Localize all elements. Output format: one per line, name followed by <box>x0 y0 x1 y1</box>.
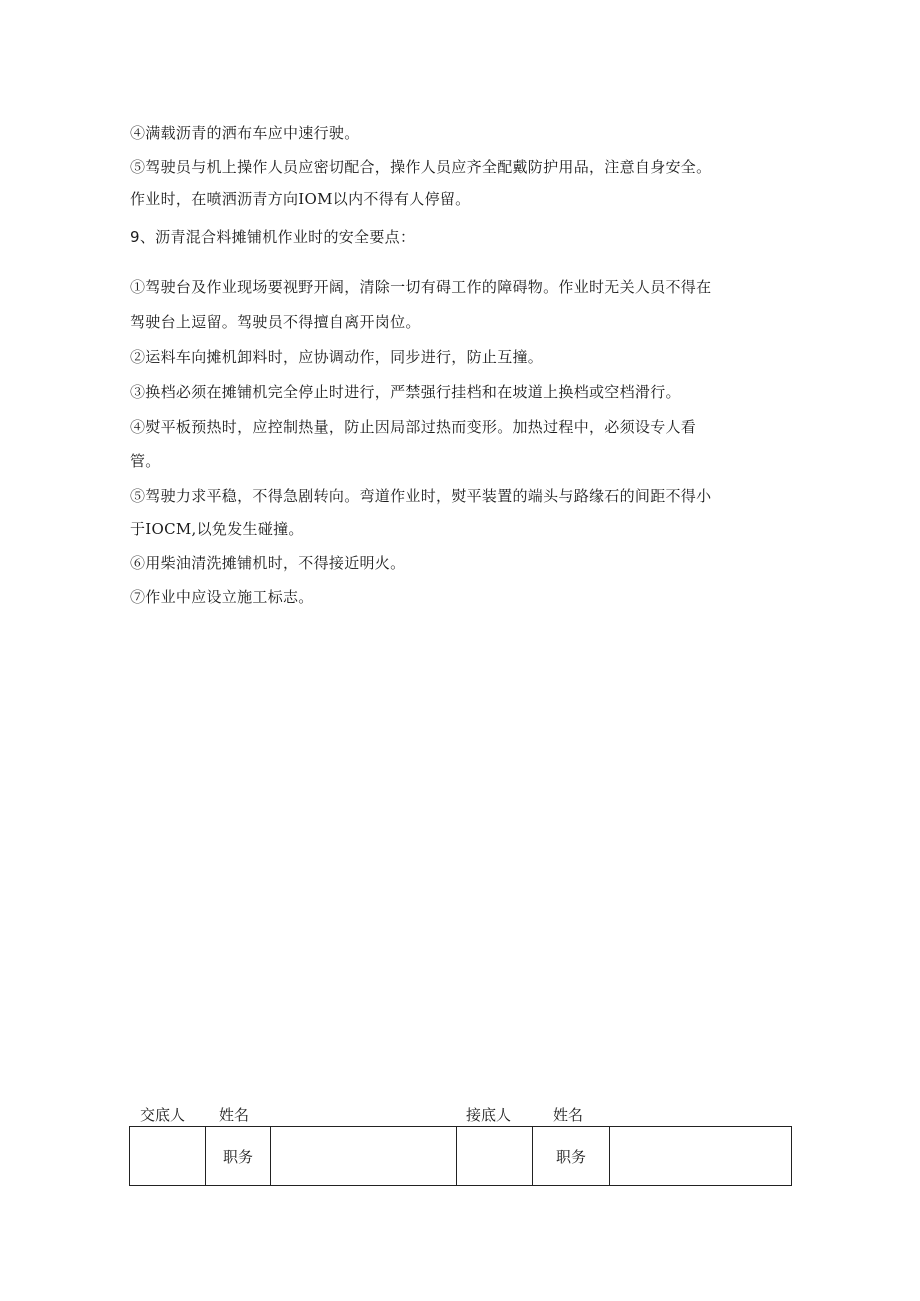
signoff-table <box>129 1126 792 1186</box>
paragraph-line-13: ⑥用柴油清洗摊铺机时，不得接近明火。 <box>130 554 406 572</box>
paragraph-line-7: ②运料车向摊机卸料时，应协调动作，同步进行，防止互撞。 <box>130 348 544 366</box>
paragraph-line-10: 管。 <box>130 452 161 470</box>
handover-position-label: 职务 <box>206 1127 271 1186</box>
paragraph-line-5: ①驾驶台及作业现场要视野开阔，清除一切有碍工作的障碍物。作业时无关人员不得在 <box>130 278 712 296</box>
handover-signature-cell[interactable] <box>130 1127 206 1186</box>
paragraph-line-3: 作业时，在喷洒沥青方向IOM以内不得有人停留。 <box>130 190 471 208</box>
paragraph-line-9: ④熨平板预热时，应控制热量，防止因局部过热而变形。加热过程中，必须设专人看 <box>130 418 697 436</box>
paragraph-line-6: 驾驶台上逗留。驾驶员不得擅自离开岗位。 <box>130 313 421 331</box>
receiver-position-cell[interactable] <box>610 1127 792 1186</box>
paragraph-line-11: ⑤驾驶力求平稳，不得急剧转向。弯道作业时，熨平装置的端头与路缘石的间距不得小 <box>130 487 712 505</box>
section-heading-9: 9、沥青混合料摊铺机作业时的安全要点： <box>130 228 416 246</box>
handover-position-cell[interactable] <box>271 1127 457 1186</box>
receiver-name-label: 姓名 <box>553 1106 584 1124</box>
signoff-row <box>130 1127 792 1186</box>
paragraph-line-2: ⑤驾驶员与机上操作人员应密切配合，操作人员应齐全配戴防护用品，注意自身安全。 <box>130 158 712 176</box>
receiver-position-label: 职务 <box>533 1127 610 1186</box>
receiver-person-label: 接底人 <box>466 1106 512 1124</box>
paragraph-line-8: ③换档必须在摊铺机完全停止时进行，严禁强行挂档和在坡道上换档或空档滑行。 <box>130 383 681 401</box>
handover-person-label: 交底人 <box>140 1106 186 1124</box>
paragraph-line-12: 于IOCM,以免发生碰撞。 <box>130 520 304 538</box>
paragraph-line-14: ⑦作业中应设立施工标志。 <box>130 588 314 606</box>
handover-name-label: 姓名 <box>219 1106 250 1124</box>
paragraph-line-1: ④满载沥青的洒布车应中速行驶。 <box>130 124 360 142</box>
receiver-signature-cell[interactable] <box>457 1127 533 1186</box>
